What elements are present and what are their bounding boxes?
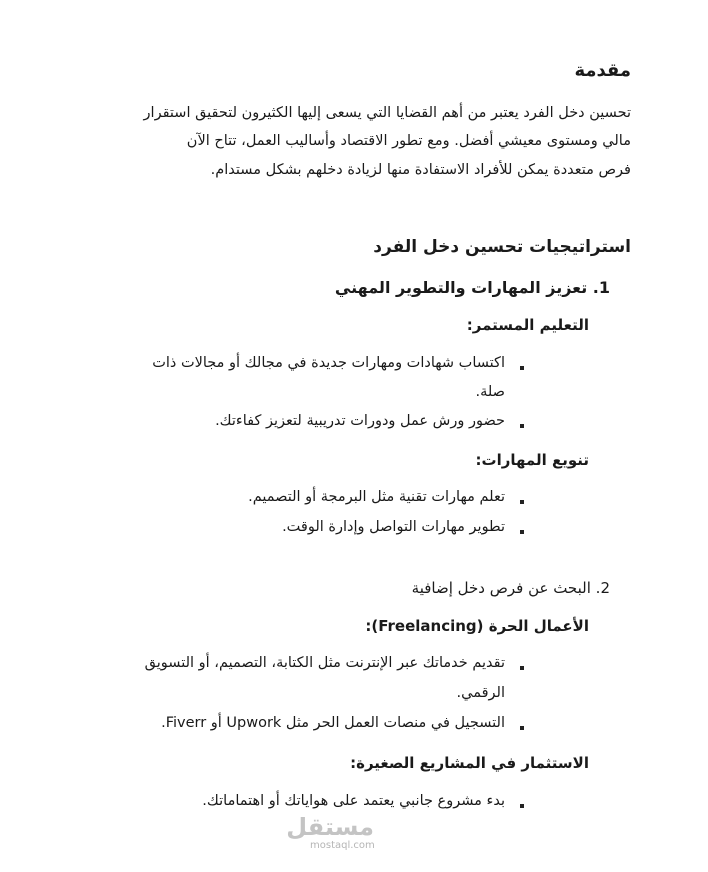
bullet-marker — [520, 666, 524, 670]
intro-line-1: تحسين دخل الفرد يعتبر من أهم القضايا التي يسعى إليها الكثيرون لتحقيق استقرار — [143, 105, 631, 121]
freelancing-title: الأعمال الحرة (Freelancing): — [365, 617, 589, 635]
small-projects-item-1: بدء مشروع جانبي يعتمد على هواياتك أو اهتماماتك. — [202, 793, 505, 809]
bullet-marker — [520, 726, 524, 730]
diversify-skills-item-1: تعلم مهارات تقنية مثل البرمجة أو التصميم. — [248, 489, 505, 505]
freelancing-item-1-line-1: تقديم خدماتك عبر الإنترنت مثل الكتابة، التصميم، أو التسويق — [144, 655, 505, 671]
continuous-learning-item-2: حضور ورش عمل ودورات تدريبية لتعزيز كفاءتك. — [215, 413, 505, 429]
bullet-marker — [520, 530, 524, 534]
continuous-learning-item-1-line-2: صلة. — [475, 384, 505, 400]
bullet-marker — [520, 424, 524, 428]
freelancing-item-2: التسجيل في منصات العمل الحر مثل Upwork أو Fiverr. — [161, 715, 505, 731]
section-2-title — [412, 579, 610, 597]
bullet-marker — [520, 366, 524, 370]
freelancing-item-1-line-2: الرقمي. — [456, 685, 505, 701]
section-1-title — [335, 278, 610, 297]
diversify-skills-title: تنويع المهارات: — [475, 451, 589, 469]
section-1-number: 1. — [592, 278, 610, 297]
bullet-marker — [520, 804, 524, 808]
continuous-learning-item-1-line-1: اكتساب شهادات ومهارات جديدة في مجالك أو مجالات ذات — [152, 355, 505, 371]
strategies-heading: استراتيجيات تحسين دخل الفرد — [373, 237, 631, 257]
continuous-learning-title: التعليم المستمر: — [466, 316, 589, 334]
diversify-skills-item-2: تطوير مهارات التواصل وإدارة الوقت. — [282, 519, 505, 535]
bullet-marker — [520, 500, 524, 504]
watermark-logo: مستقل — [286, 813, 374, 841]
intro-line-3: فرص متعددة يمكن للأفراد الاستفادة منها لزيادة دخلهم بشكل مستدام. — [210, 162, 631, 178]
section-2-number: 2. — [595, 579, 610, 597]
mostaql-watermark — [286, 813, 375, 851]
watermark-site: mostaql.com — [310, 840, 375, 851]
small-projects-title: الاستثمار في المشاريع الصغيرة: — [350, 754, 589, 772]
intro-line-2: مالي ومستوى معيشي أفضل. ومع تطور الاقتصاد وأساليب العمل، تتاح الآن — [186, 133, 631, 149]
section-1-title-text: تعزيز المهارات والتطوير المهني — [334, 278, 588, 297]
section-2-title-text: البحث عن فرص دخل إضافية — [411, 579, 591, 597]
intro-heading: مقدمة — [574, 60, 631, 81]
